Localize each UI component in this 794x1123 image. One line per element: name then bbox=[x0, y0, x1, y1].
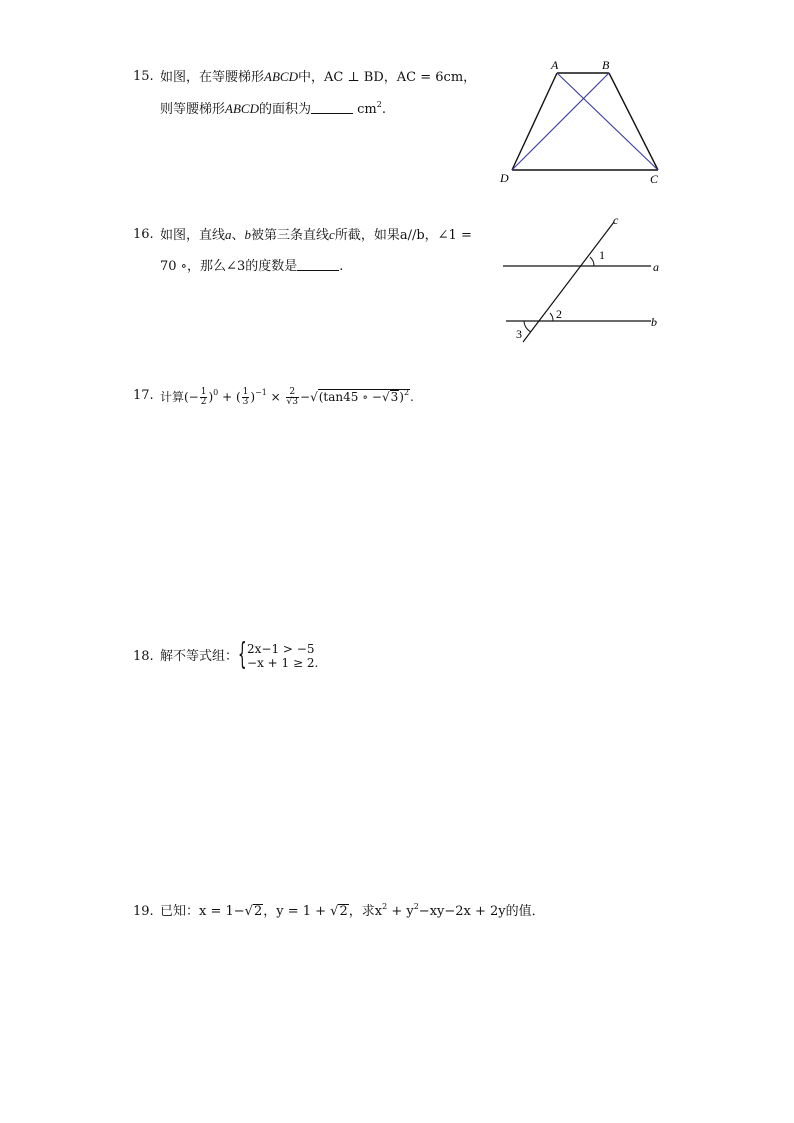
question-number: 17. bbox=[133, 388, 154, 403]
label-c: c bbox=[613, 213, 619, 227]
label-a: a bbox=[653, 260, 659, 274]
question-number: 19. bbox=[133, 904, 154, 919]
label-b: b bbox=[651, 315, 657, 329]
trapezoid-edge-bc bbox=[609, 73, 658, 170]
parallel-lines-figure bbox=[496, 208, 671, 348]
label-b: B bbox=[602, 58, 610, 72]
fraction: $\frac{1}{3}$ bbox=[242, 387, 249, 407]
label-c: C bbox=[650, 172, 659, 186]
angle-1-arc bbox=[590, 257, 594, 266]
answer-blank[interactable] bbox=[311, 101, 353, 114]
label-angle-3: 3 bbox=[516, 327, 522, 341]
sqrt-sign: √ bbox=[310, 390, 318, 404]
diagonal-bd bbox=[512, 73, 609, 170]
label-angle-2: 2 bbox=[556, 307, 562, 321]
fraction: $\frac{2}{√3}$ bbox=[286, 387, 299, 407]
sqrt-radicand: (tan45 ∘ −√3)$^2$ bbox=[318, 388, 410, 404]
question-text-line-2: 则等腰梯形ABCD的面积为 $cm^2$. bbox=[160, 100, 386, 117]
trapezoid-figure bbox=[495, 56, 670, 188]
line-c bbox=[523, 222, 614, 342]
label-angle-1: 1 bbox=[599, 248, 605, 262]
label-a: A bbox=[551, 58, 559, 72]
angle-3-arc bbox=[524, 321, 531, 332]
trapezoid-edge-ad bbox=[512, 73, 557, 170]
question-text-line-1: 如图，直线a、b被第三条直线c所截，如果a//b，∠1 = bbox=[160, 227, 472, 243]
question-text-line-1: 如图，在等腰梯形ABCD中，AC ⊥ BD，AC = 6cm， bbox=[160, 69, 477, 85]
fraction: $\frac{1}{2}$ bbox=[200, 387, 207, 407]
question-text: 计算(− $\frac{1}{2}$ )$^0$ + ( $\frac{1}{3}$ )$^{-1}$ × $\frac{2}{√3}$ −√(tan45 ∘ −√3)$^2$. bbox=[160, 387, 414, 407]
question-text: 已知：x = 1−√2，y = 1 + √2，求$x^2 + y^2-xy-2x + 2y$的值． bbox=[160, 902, 545, 919]
question-number: 15. bbox=[133, 69, 154, 84]
question-text-line-2: 70 ∘，那么∠3的度数是 . bbox=[160, 259, 344, 274]
angle-2-arc bbox=[550, 313, 553, 321]
question-number: 16. bbox=[133, 227, 154, 242]
question-number: 18. bbox=[133, 649, 154, 664]
question-text: 解不等式组： { 2x−1 > −5 −x + 1 ≥ 2. bbox=[160, 642, 350, 672]
left-brace: { bbox=[238, 637, 247, 672]
inequality-system: { 2x−1 > −5 −x + 1 ≥ 2. bbox=[238, 637, 319, 672]
answer-blank[interactable] bbox=[297, 258, 339, 271]
label-d: D bbox=[500, 171, 509, 185]
diagonal-ac bbox=[557, 73, 658, 170]
